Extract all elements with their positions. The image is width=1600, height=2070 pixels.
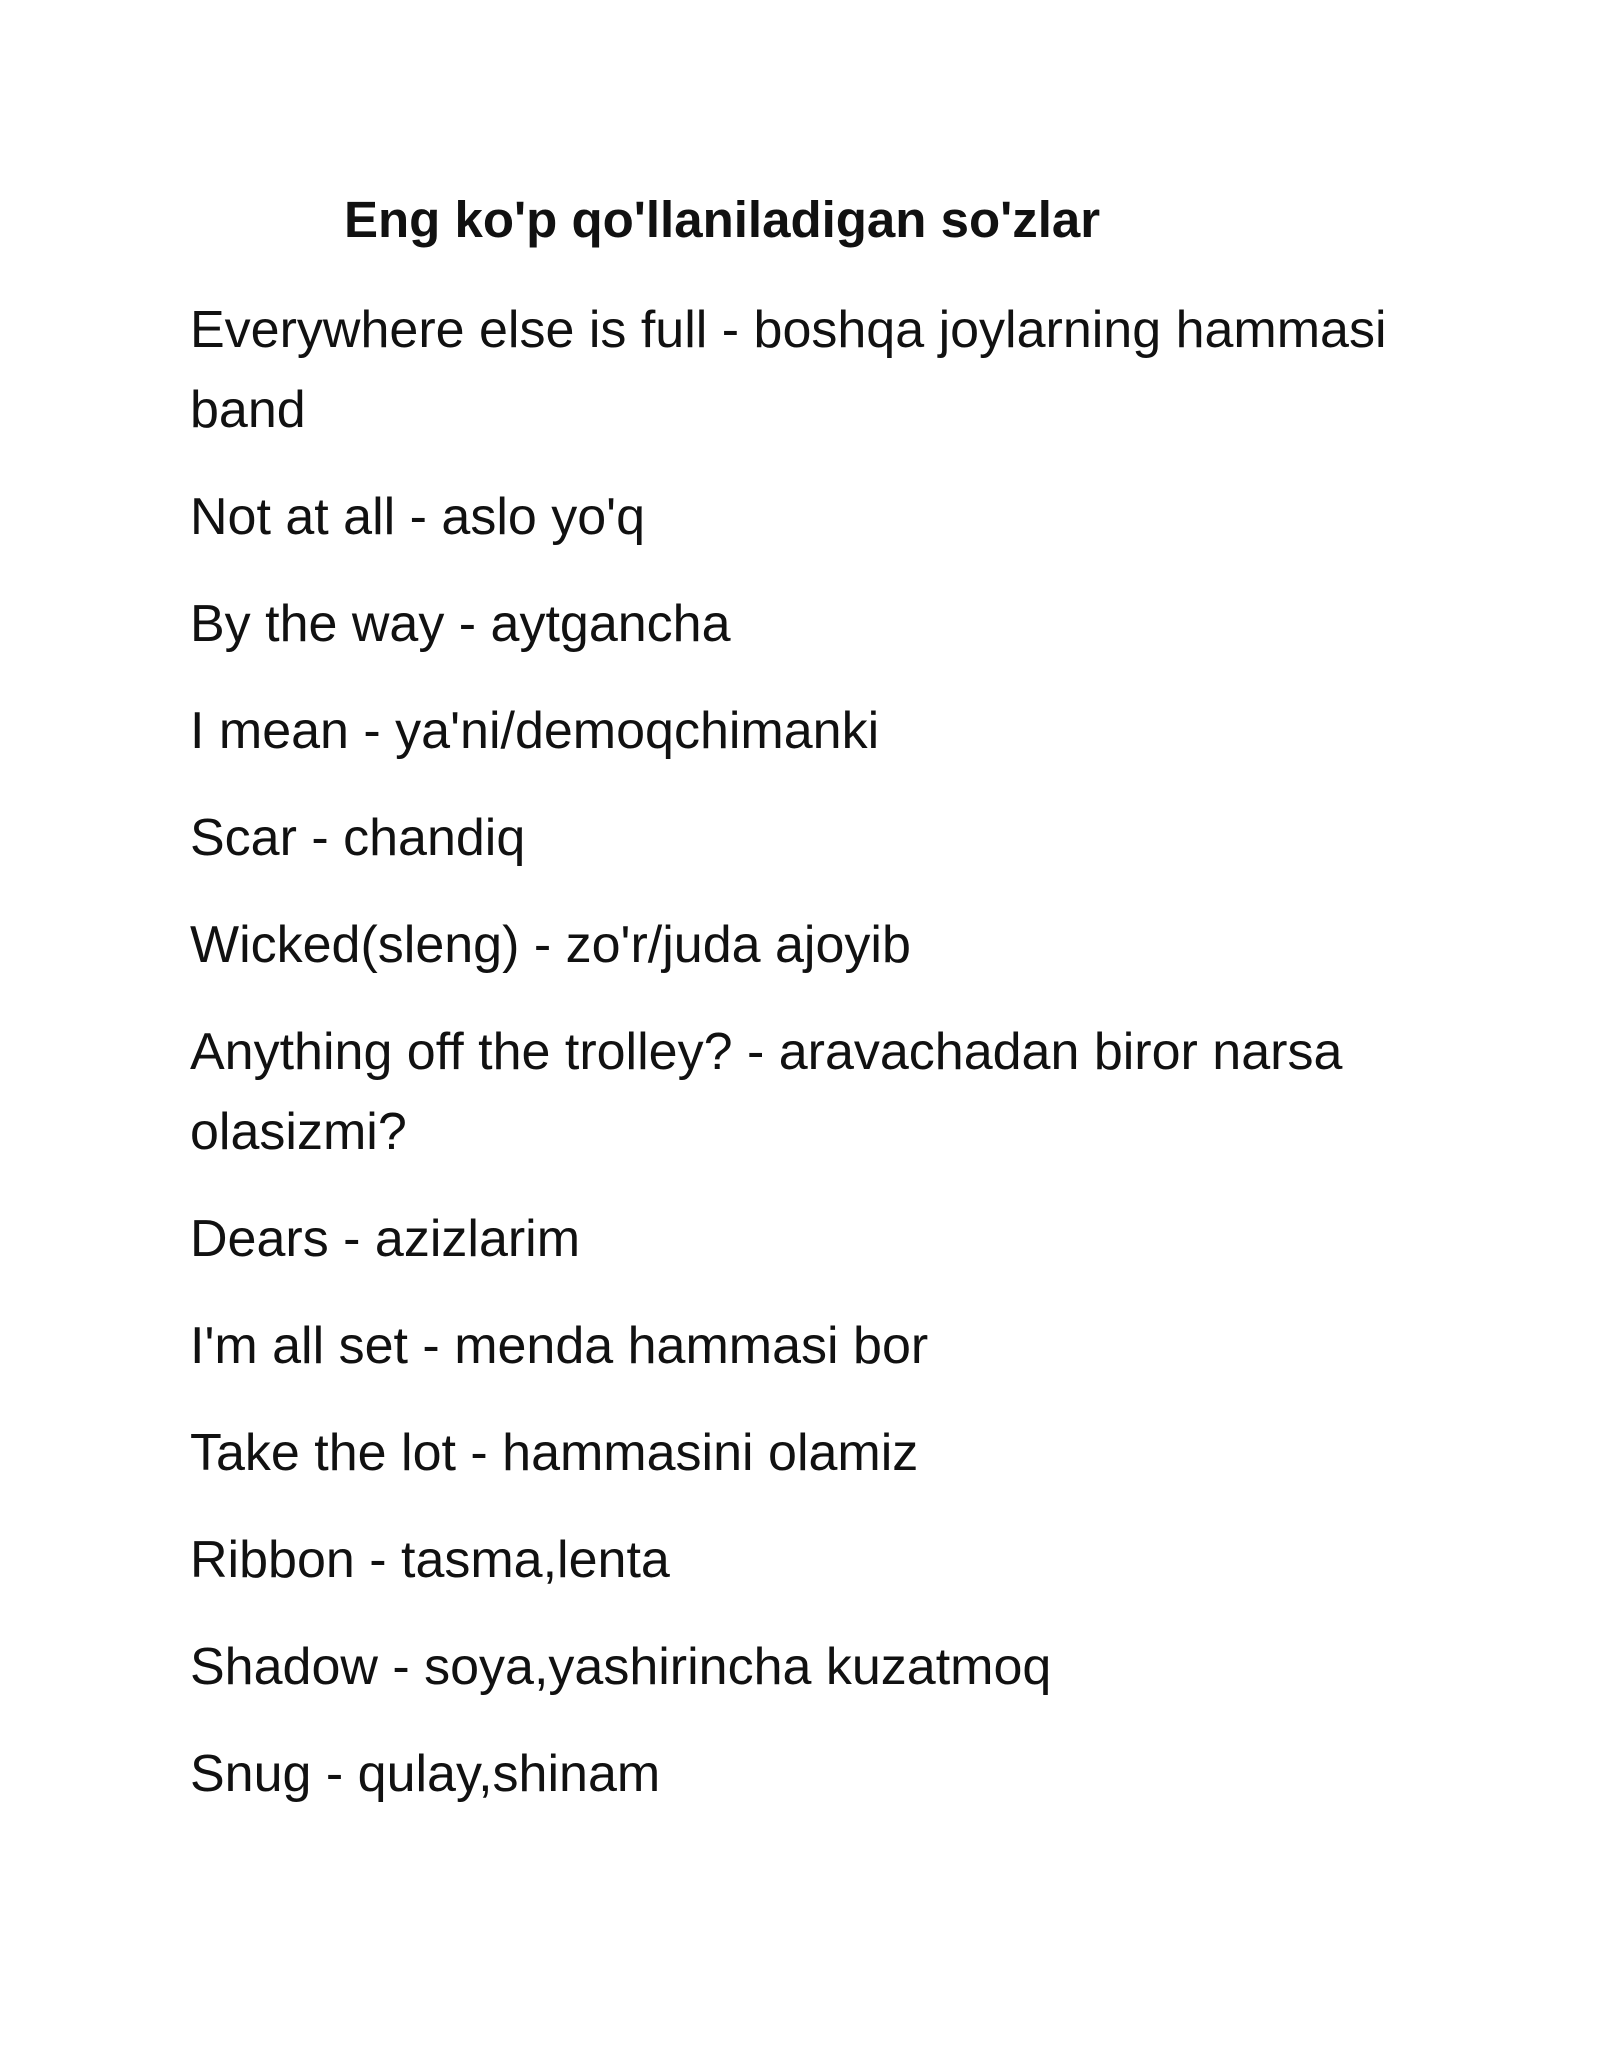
vocabulary-entry: Take the lot - hammasini olamiz — [190, 1424, 919, 1482]
vocabulary-entry: Shadow - soya,yashirincha kuzatmoq — [190, 1638, 1052, 1696]
vocabulary-entry: Snug - qulay,shinam — [190, 1745, 661, 1803]
vocabulary-entry: I mean - ya'ni/demoqchimanki — [190, 702, 880, 760]
vocabulary-entry: Wicked(sleng) - zo'r/juda ajoyib — [190, 916, 911, 974]
vocabulary-entry: Anything off the trolley? - aravachadan biror narsa olasizmi? — [190, 1023, 1343, 1161]
vocabulary-entry: Scar - chandiq — [190, 809, 526, 867]
vocabulary-entry: Everywhere else is full - boshqa joylarning hammasi band — [190, 301, 1387, 439]
vocabulary-entry: Dears - azizlarim — [190, 1210, 581, 1268]
page-title: Eng ko'p qo'llaniladigan so'zlar — [344, 191, 1101, 248]
vocabulary-list — [190, 290, 1450, 1841]
vocabulary-entry: I'm all set - menda hammasi bor — [190, 1317, 929, 1375]
vocabulary-entry: Not at all - aslo yo'q — [190, 488, 646, 546]
vocabulary-entry: By the way - aytgancha — [190, 595, 731, 653]
vocabulary-entry: Ribbon - tasma,lenta — [190, 1531, 670, 1589]
